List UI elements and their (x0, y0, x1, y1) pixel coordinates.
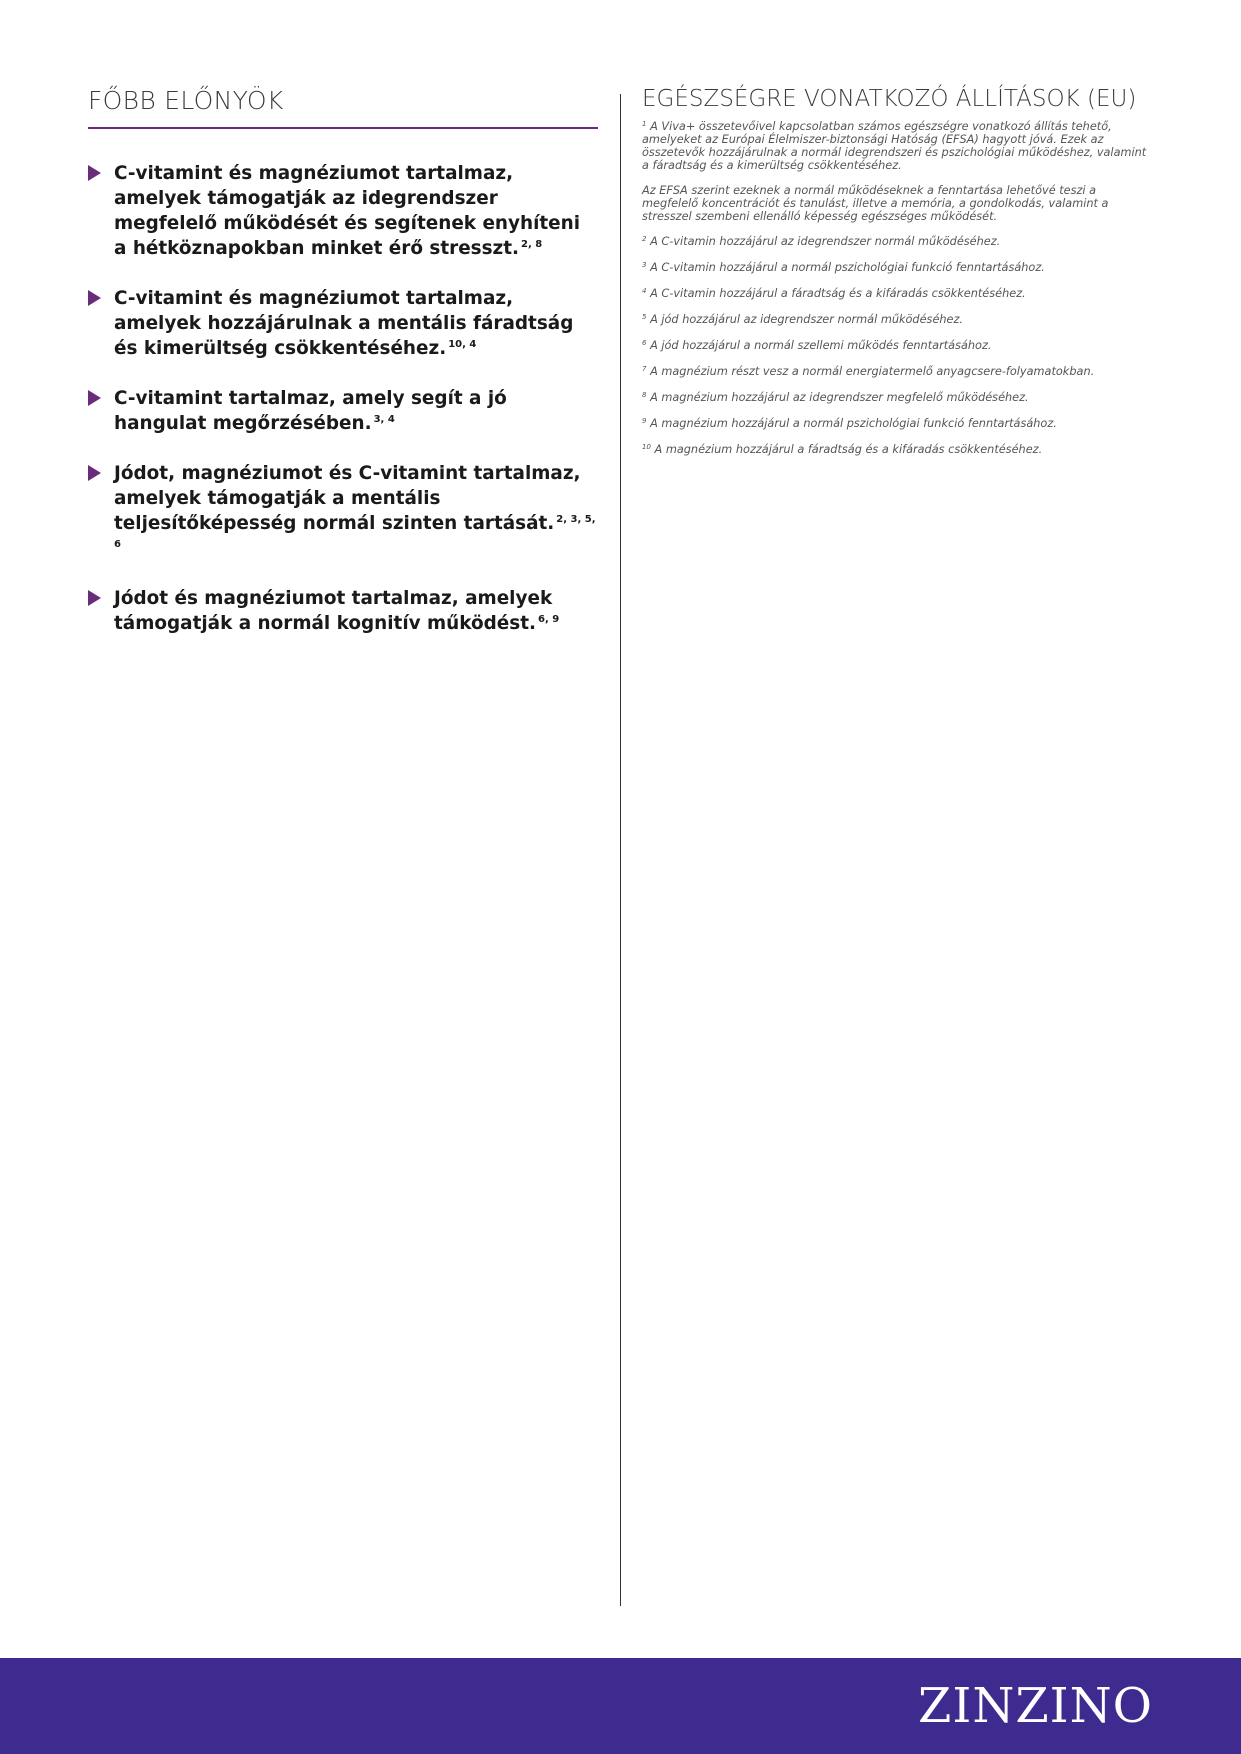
benefits-list (88, 161, 598, 636)
claims-efsa-paragraph (642, 184, 1152, 223)
footnote (642, 365, 1152, 378)
benefit-reference: 10, 4 (448, 339, 477, 350)
benefit-item (88, 586, 598, 636)
column-divider (620, 94, 621, 1606)
benefits-column (88, 86, 598, 661)
benefit-text: Jódot és magnéziumot tartalmaz, amelyek támogatják a normál kognitív működést. (114, 588, 553, 634)
footnote (642, 261, 1152, 274)
footnote-number: 4 (642, 287, 647, 295)
footnote (642, 443, 1152, 456)
triangle-bullet-icon (88, 390, 101, 406)
benefit-item (88, 286, 598, 361)
claims-intro-paragraph (642, 120, 1152, 172)
benefit-text: Jódot, magnéziumot és C-vitamint tartalmaz, amelyek támogatják a mentális teljesítőképesség normál szinten tartását. (114, 463, 581, 534)
footnote-number: 2 (642, 235, 647, 243)
footnote-text: A magnézium hozzájárul az idegrendszer megfelelő működéséhez. (650, 391, 1029, 404)
benefit-item (88, 386, 598, 436)
benefit-reference: 3, 4 (373, 414, 395, 425)
zinzino-logo: ZINZINO (918, 1678, 1153, 1734)
footnote (642, 339, 1152, 352)
footnote-text: A C-vitamin hozzájárul a normál pszichológiai funkció fenntartásához. (650, 261, 1045, 274)
benefit-item (88, 461, 598, 561)
footnote-number: 7 (642, 365, 647, 373)
footnote-number: 3 (642, 261, 647, 269)
footnote (642, 391, 1152, 404)
health-claims-column (642, 86, 1152, 469)
claims-intro-text: A Viva+ összetevőivel kapcsolatban számos egészségre vonatkozó állítás tehető, amelyeket az Európai Élelmiszer-biztonsági Hatóság (EFSA) hagyott jóvá. Ezek az összetevők hozzájárulnak a normál idegrendszeri és pszichológiai működéshez, valamint a fáradtság és a kimerültség csökkentéséhez. (642, 120, 1147, 172)
triangle-bullet-icon (88, 465, 101, 481)
footer-bar (0, 1658, 1241, 1754)
benefits-title: FŐBB ELŐNYÖK (88, 86, 598, 129)
benefit-item (88, 161, 598, 261)
footnote (642, 417, 1152, 430)
benefit-reference: 6, 9 (538, 614, 560, 625)
footnote-text: A jód hozzájárul az idegrendszer normál működéséhez. (650, 313, 964, 326)
footnote-text: A C-vitamin hozzájárul a fáradtság és a kifáradás csökkentéséhez. (650, 287, 1026, 300)
footnote-number: 6 (642, 339, 647, 347)
triangle-bullet-icon (88, 290, 101, 306)
footnote (642, 235, 1152, 248)
benefit-reference: 2, 3, 5, 6 (114, 514, 596, 550)
footnote-text: A C-vitamin hozzájárul az idegrendszer normál működéséhez. (650, 235, 1001, 248)
benefit-text: C-vitamint tartalmaz, amely segít a jó hangulat megőrzésében. (114, 388, 507, 434)
footnote-text: A magnézium hozzájárul a normál pszichológiai funkció fenntartásához. (650, 417, 1057, 430)
footnote (642, 313, 1152, 326)
footnote-number: 8 (642, 391, 647, 399)
footnote-number: 5 (642, 313, 647, 321)
footnote (642, 287, 1152, 300)
benefit-text: C-vitamint és magnéziumot tartalmaz, amelyek hozzájárulnak a mentális fáradtság és kimerültség csökkentéséhez. (114, 288, 574, 359)
footnote-number: 10 (642, 443, 651, 451)
health-claims-title: EGÉSZSÉGRE VONATKOZÓ ÁLLÍTÁSOK (EU) (642, 86, 1137, 112)
claims-efsa-text: Az EFSA szerint ezeknek a normál működéseknek a fenntartása lehetővé teszi a megfelelő koncentrációt és tanulást, illetve a memória, a gondolkodás, valamint a stresszel szembeni ellenálló képesség egészséges működését. (642, 184, 1109, 223)
footnote-text: A magnézium részt vesz a normál energiatermelő anyagcsere-folyamatokban. (650, 365, 1095, 378)
benefit-reference: 2, 8 (521, 239, 543, 250)
benefit-text: C-vitamint és magnéziumot tartalmaz, amelyek támogatják az idegrendszer megfelelő működését és segítenek enyhíteni a hétköznapokban minket érő stresszt. (114, 163, 581, 259)
triangle-bullet-icon (88, 590, 101, 606)
footnote-number: 9 (642, 417, 647, 425)
footnote-number: 1 (642, 120, 647, 128)
triangle-bullet-icon (88, 165, 101, 181)
footnote-text: A jód hozzájárul a normál szellemi működés fenntartásához. (650, 339, 992, 352)
footnote-text: A magnézium hozzájárul a fáradtság és a kifáradás csökkentéséhez. (654, 443, 1043, 456)
